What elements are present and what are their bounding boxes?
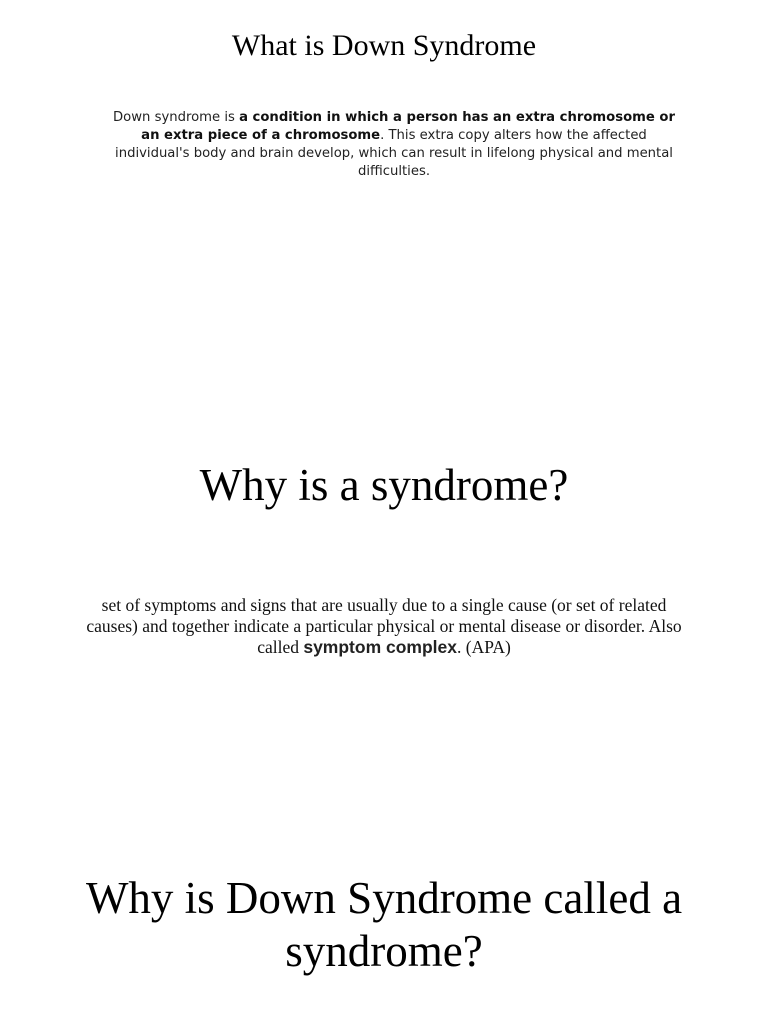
syndrome-definition-paragraph [84, 595, 684, 658]
section-heading: Why is a syndrome? [199, 460, 569, 510]
page-title: What is Down Syndrome [231, 29, 537, 62]
section-heading-2: Why is Down Syndrome called a syndrome? [85, 873, 683, 976]
syndrome-rest-text: . (APA) [457, 637, 511, 657]
definition-paragraph [104, 109, 684, 181]
definition-rest-text: . This extra copy alters how the affected individual's body and brain develop, which can result in lifelong physical and mental difficulties. [115, 128, 673, 179]
syndrome-lead-text: set of symptoms and signs that are usually due to a single cause (or set of related causes) and together indicate a particular physical or mental disease or disorder. Also called [86, 595, 682, 657]
definition-bold-text: a condition in which a person has an extra chromosome or an extra piece of a chromosome [141, 110, 675, 143]
syndrome-bold-term: symptom complex [303, 637, 457, 657]
definition-lead-text: Down syndrome is [113, 110, 240, 125]
